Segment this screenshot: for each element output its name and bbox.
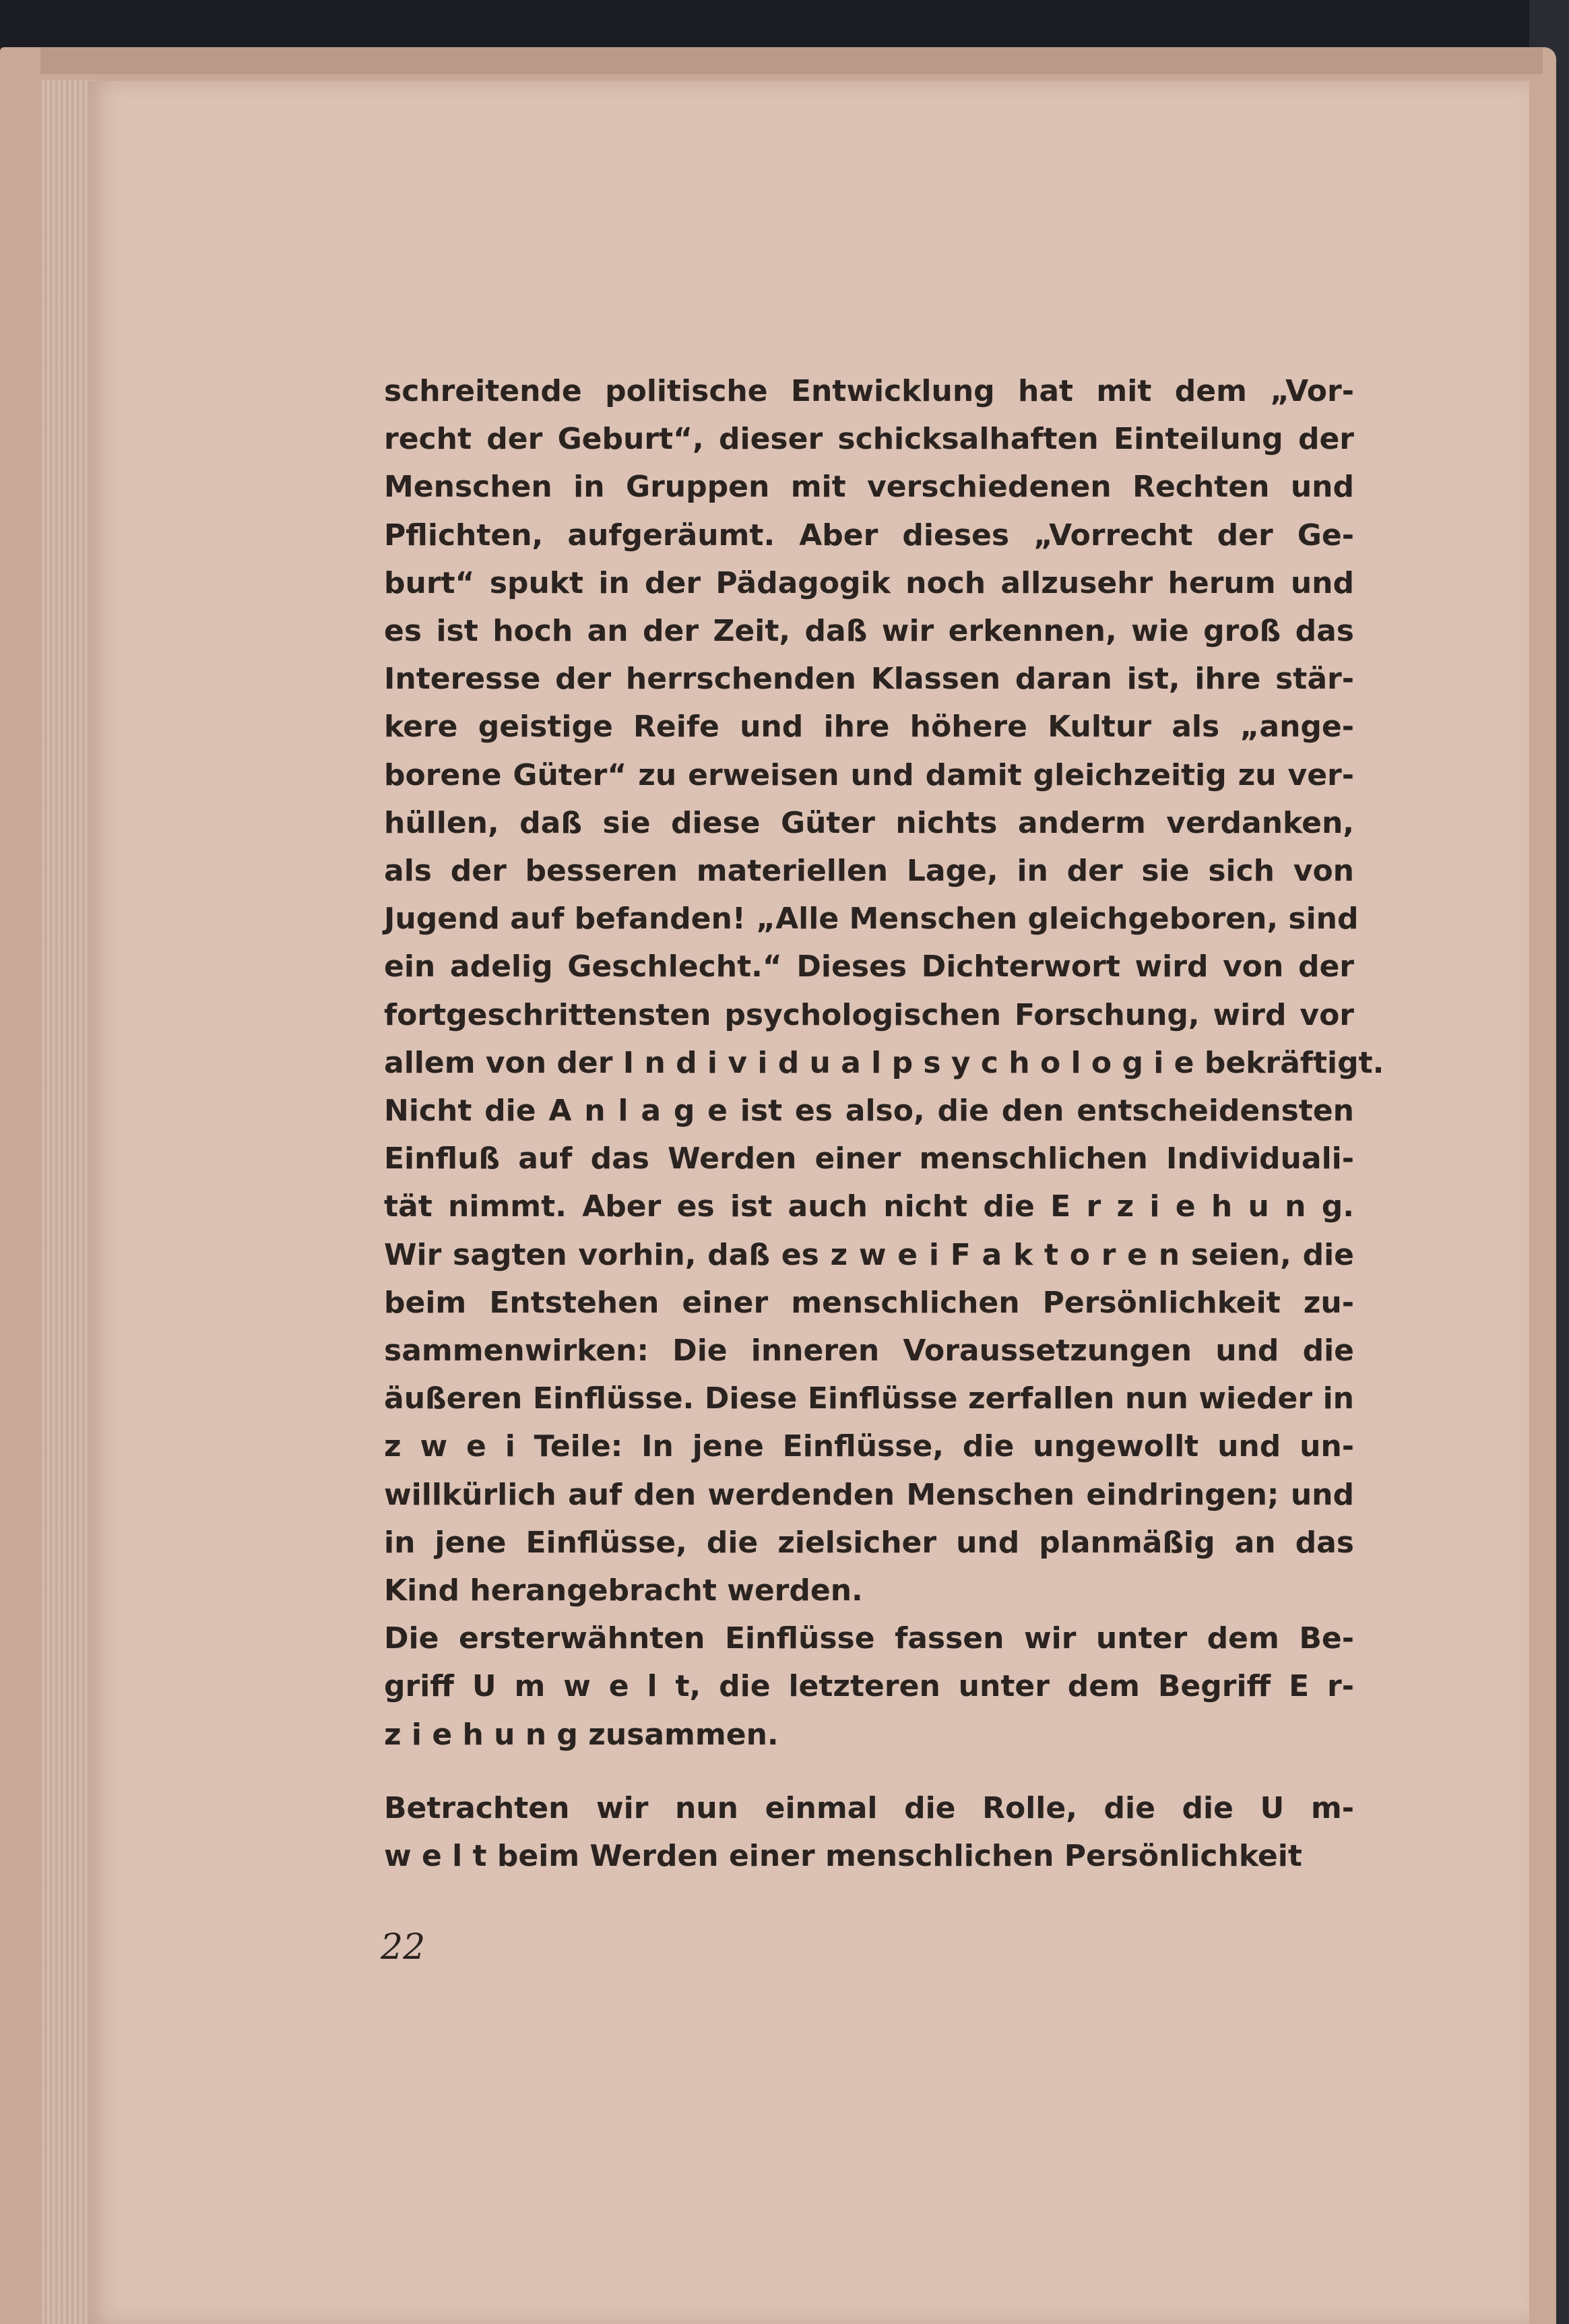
text-line: z w e i Teile: In jene Einflüsse, die ungewollt und un- xyxy=(384,1429,1354,1464)
paragraph-spacer xyxy=(384,1759,1354,1784)
text-line: beim Entstehen einer menschlichen Persönlichkeit zu- xyxy=(384,1285,1354,1320)
text-line: es ist hoch an der Zeit, daß wir erkennen, wie groß das xyxy=(384,614,1354,649)
text-line: burt“ spukt in der Pädagogik noch allzusehr herum und xyxy=(384,565,1354,600)
text-line: äußeren Einflüsse. Diese Einflüsse zerfallen nun wieder in xyxy=(384,1381,1354,1416)
text-line: kere geistige Reife und ihre höhere Kultur als „ange- xyxy=(384,710,1354,745)
text-line: hüllen, daß sie diese Güter nichts anderm verdanken, xyxy=(384,805,1354,840)
text-line: willkürlich auf den werdenden Menschen eindringen; und xyxy=(384,1477,1354,1512)
text-line: Einfluß auf das Werden einer menschlichen Individuali- xyxy=(384,1141,1354,1176)
text-line: Pflichten, aufgeräumt. Aber dieses „Vorrecht der Ge- xyxy=(384,517,1354,553)
text-line: Kind herangebracht werden. xyxy=(384,1573,863,1608)
text-line: schreitende politische Entwicklung hat mit dem „Vor- xyxy=(384,374,1354,408)
paragraph-1 xyxy=(384,367,1384,1614)
text-line: z i e h u n g zusammen. xyxy=(384,1717,779,1752)
text-line: tät nimmt. Aber es ist auch nicht die E r z i e h u n g. xyxy=(384,1189,1354,1224)
text-line: w e l t beim Werden einer menschlichen Persönlichkeit xyxy=(384,1839,1302,1874)
text-line: fortgeschrittensten psychologischen Forschung, wird vor xyxy=(384,997,1354,1032)
text-line: Jugend auf befanden! „Alle Menschen gleichgeboren, sind xyxy=(384,902,1359,937)
text-line: Interesse der herrschenden Klassen daran ist, ihre stär- xyxy=(384,662,1354,697)
text-line: Menschen in Gruppen mit verschiedenen Rechten und xyxy=(384,470,1354,505)
paragraph-3 xyxy=(384,1784,1354,1880)
text-line: ein adelig Geschlecht.“ Dieses Dichterwort wird von der xyxy=(384,949,1354,984)
text-line: sammenwirken: Die inneren Voraussetzungen und die xyxy=(384,1333,1354,1369)
text-line: borene Güter“ zu erweisen und damit gleichzeitig zu ver- xyxy=(384,757,1354,792)
page-number: 22 xyxy=(381,1927,426,1968)
text-line: Die ersterwähnten Einflüsse fassen wir unter dem Be- xyxy=(384,1621,1354,1656)
paragraph-2 xyxy=(384,1614,1354,1759)
text-line: als der besseren materiellen Lage, in der sie sich von xyxy=(384,854,1354,889)
text-line: allem von der I n d i v i d u a l p s y c h o l o g i e bekräftigt. xyxy=(384,1045,1384,1080)
text-line: Wir sagten vorhin, daß es z w e i F a k t o r e n seien, die xyxy=(384,1237,1354,1272)
text-line: recht der Geburt“, dieser schicksalhaften Einteilung der xyxy=(384,422,1354,457)
body-text xyxy=(384,367,1384,1880)
text-line: Nicht die A n l a g e ist es also, die den entscheidensten xyxy=(384,1094,1354,1129)
cover-top-edge xyxy=(40,47,1543,74)
text-line: Betrachten wir nun einmal die Rolle, die die U m- xyxy=(384,1790,1354,1825)
text-line: in jene Einflüsse, die zielsicher und planmäßig an das xyxy=(384,1525,1354,1560)
text-line: griff U m w e l t, die letzteren unter dem Begriff E r- xyxy=(384,1669,1354,1704)
